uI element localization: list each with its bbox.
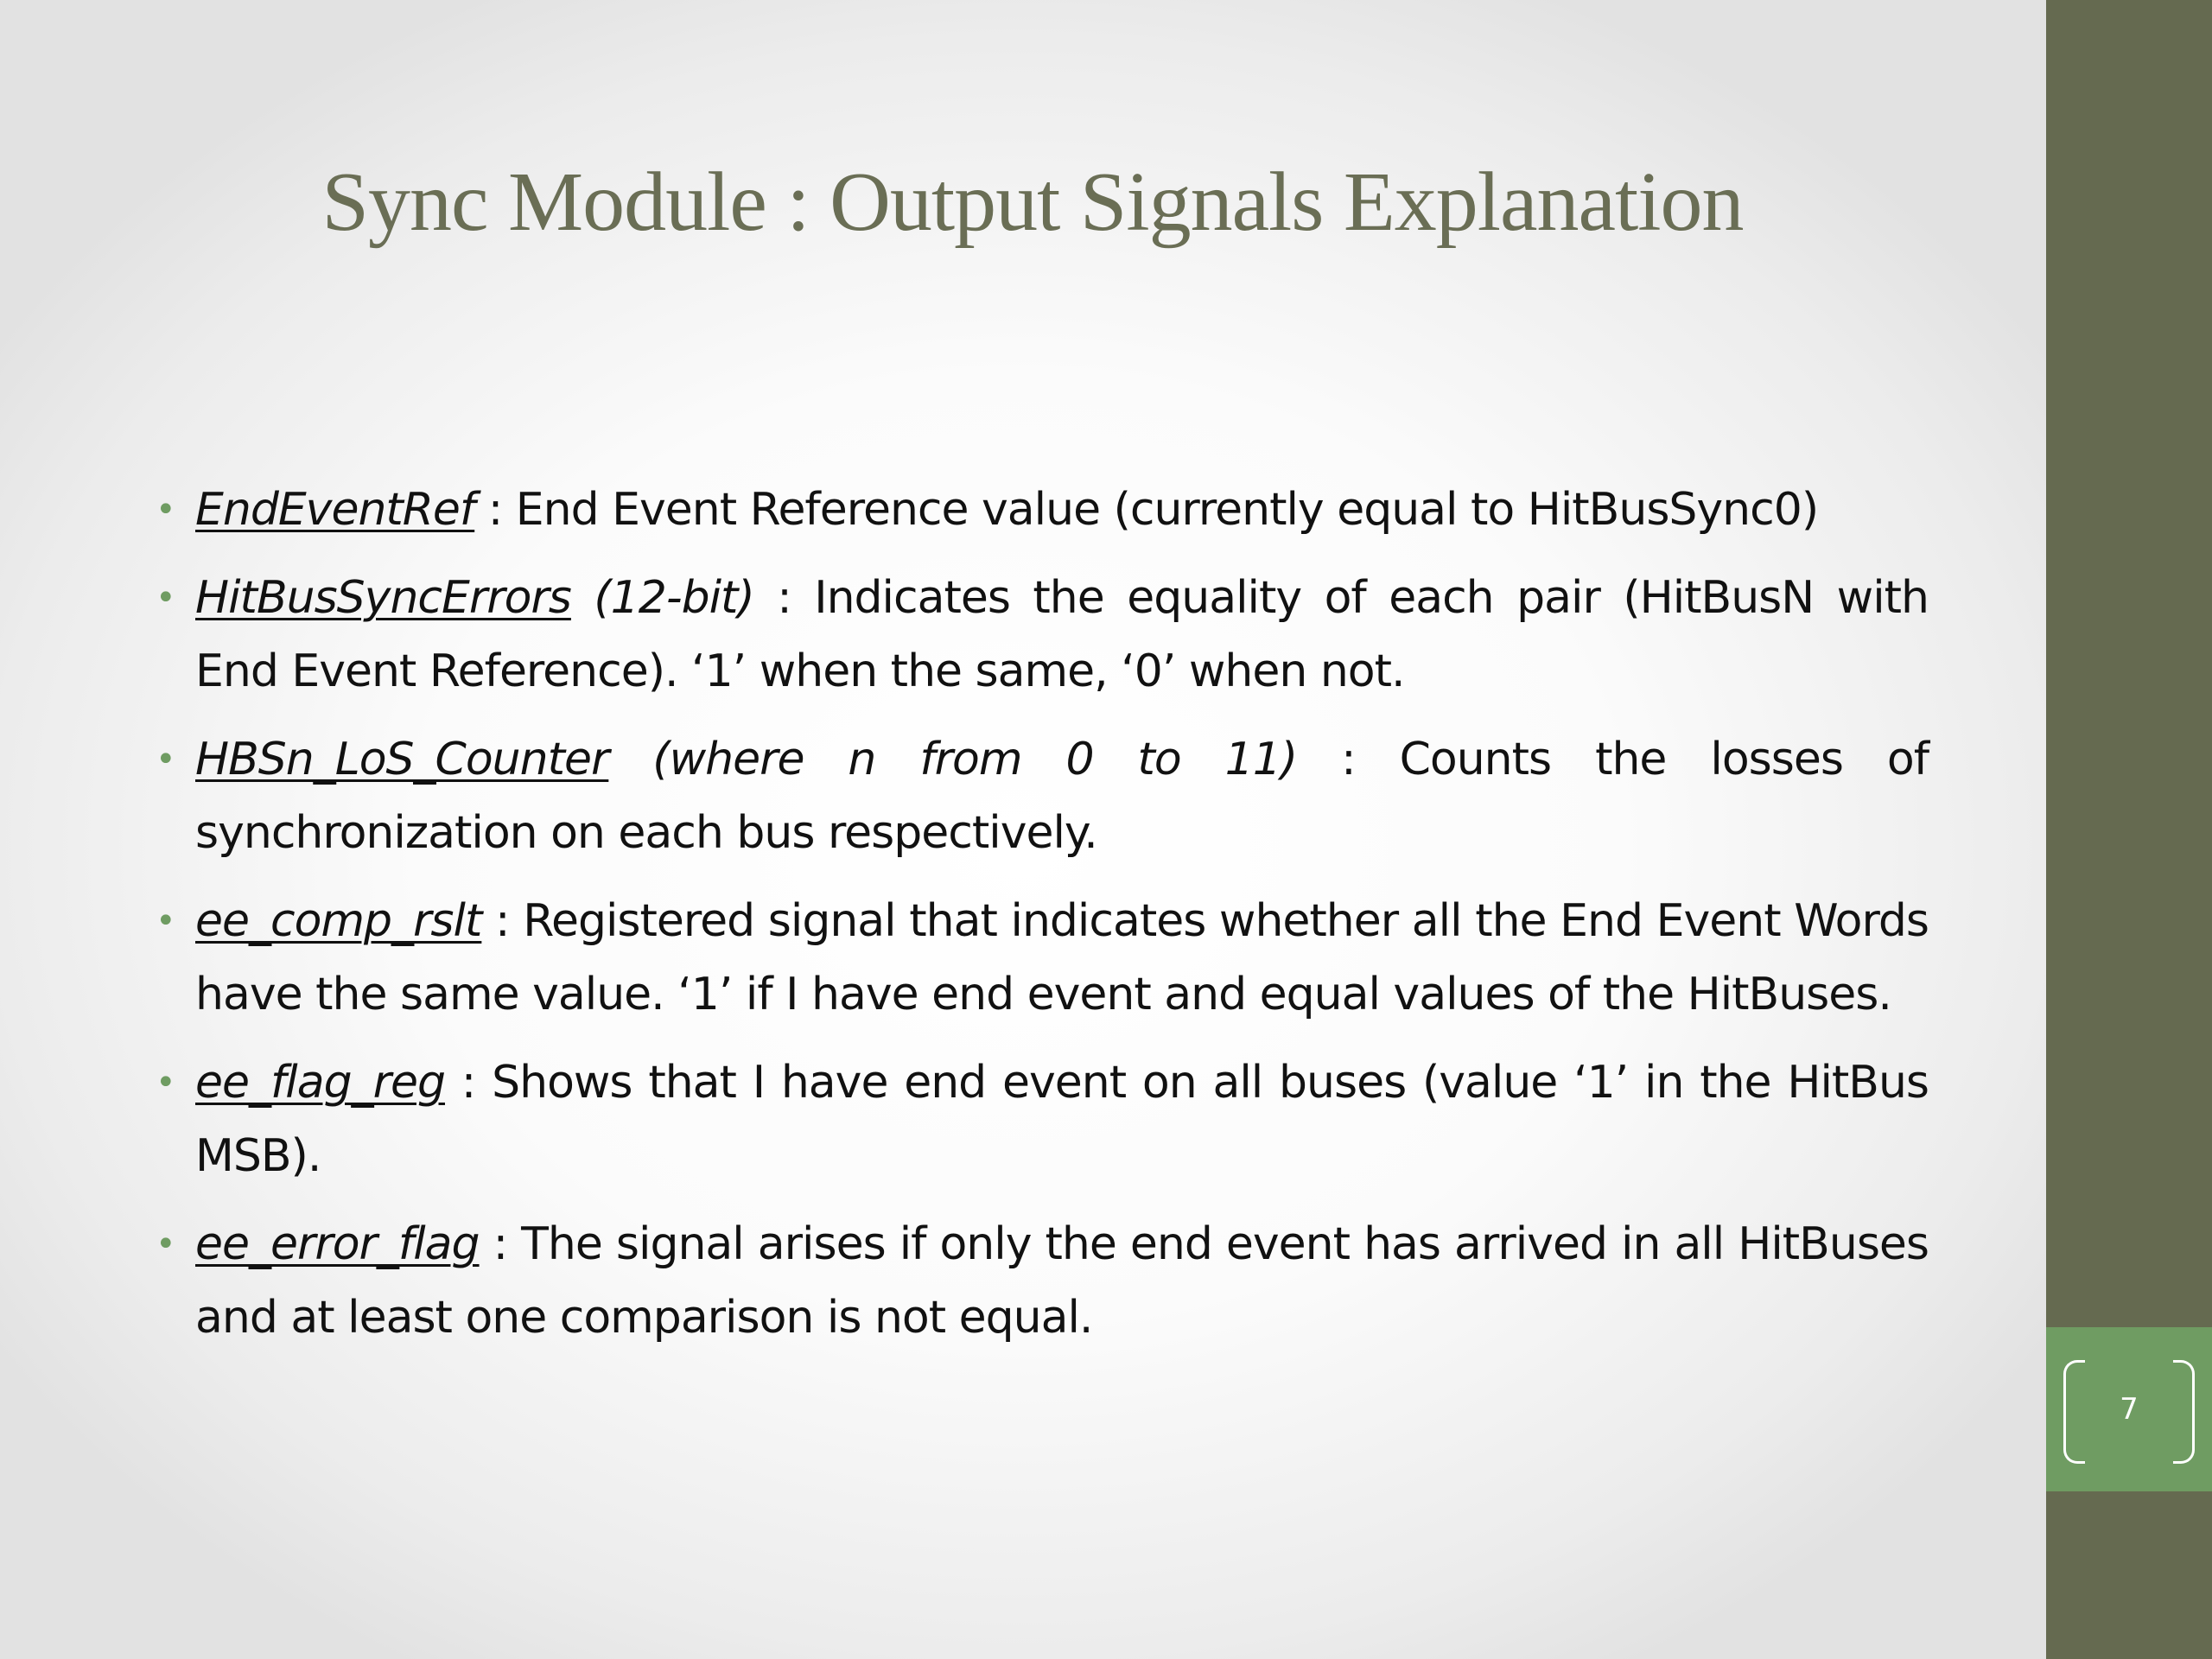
bullet-dot-icon: • [156,740,175,779]
bullet-dot-icon: • [156,578,175,618]
slide-title: Sync Module : Output Signals Explanation [321,156,1744,249]
page-number: 7 [2120,1392,2139,1427]
bullet-item [156,474,1929,547]
bullet-item [156,1208,1929,1355]
signal-name: ee_error_flag [195,1218,480,1270]
signal-name: ee_comp_rslt [195,895,482,947]
separator: : [445,1057,493,1109]
signal-qualifier: (where n from 0 to 11) [608,734,1298,785]
signal-name: HitBusSyncErrors [195,572,571,624]
separator: : [479,1218,522,1270]
separator: : [753,572,815,624]
bullet-list [156,474,1929,1370]
signal-name: EndEventRef [195,484,475,536]
signal-description: The signal arises if only the end event has arrived in all HitBuses and at least one comparison is not equal. [195,1218,1929,1344]
signal-description: Indicates the equality of each pair (HitBusN with End Event Reference). ‘1’ when the same, ‘0’ when not. [195,572,1929,697]
bullet-item [156,723,1929,870]
signal-qualifier: (12-bit) [570,572,754,624]
signal-description: End Event Reference value (currently equal to HitBusSync0) [515,484,1819,536]
bullet-dot-icon: • [156,1224,175,1264]
bullet-item [156,1046,1929,1193]
signal-description: Shows that I have end event on all buses (value ‘1’ in the HitBus MSB). [195,1057,1929,1182]
bullet-dot-icon: • [156,901,175,941]
signal-description: Registered signal that indicates whether all the End Event Words have the same value. ‘1’ if I have end event and equal values of the HitBuses. [195,895,1929,1020]
bullet-item [156,885,1929,1032]
bullet-dot-icon: • [156,490,175,530]
bullet-dot-icon: • [156,1063,175,1103]
separator: : [481,895,524,947]
separator: : [474,484,516,536]
bullet-item [156,562,1929,709]
page-number-tab [2046,1327,2212,1491]
signal-name: HBSn_LoS_Counter [195,734,609,785]
signal-name: ee_flag_reg [195,1057,445,1109]
separator: : [1297,734,1400,785]
signal-description: Counts the losses of synchronization on each bus respectively. [195,734,1929,859]
